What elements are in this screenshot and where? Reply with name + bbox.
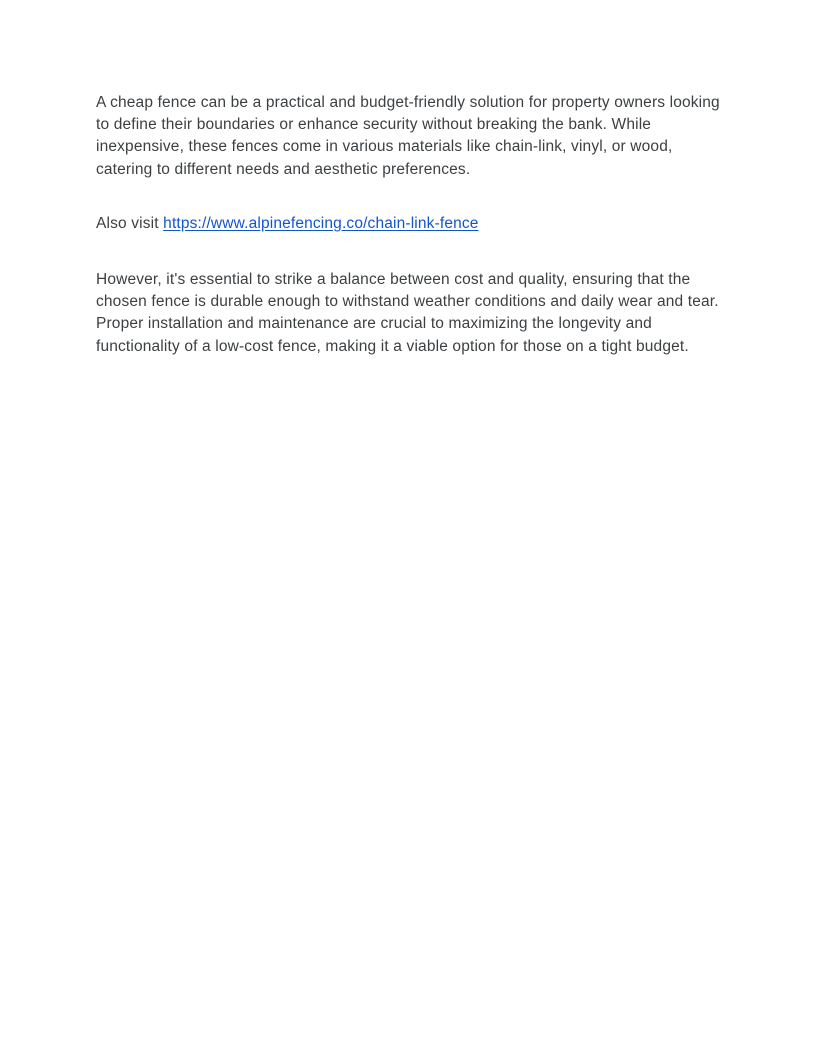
chain-link-fence-link[interactable]: https://www.alpinefencing.co/chain-link-fence — [163, 214, 479, 232]
document-body — [96, 92, 720, 358]
paragraph-closing: However, it's essential to strike a balance between cost and quality, ensuring that the chosen fence is durable enough to withstand weather conditions and daily wear and tear. Proper installation and maintenance are crucial to maximizing the longevity and functionality of a low-cost fence, making it a viable option for those on a tight budget. — [96, 271, 719, 355]
paragraph-link-line — [96, 213, 720, 235]
paragraph-intro: A cheap fence can be a practical and budget-friendly solution for property owners looking to define their boundaries or enhance security without breaking the bank. While inexpensive, these fences come in various materials like chain-link, vinyl, or wood, catering to different needs and aesthetic preferences. — [96, 94, 720, 178]
link-line-prefix: Also visit — [96, 214, 164, 232]
